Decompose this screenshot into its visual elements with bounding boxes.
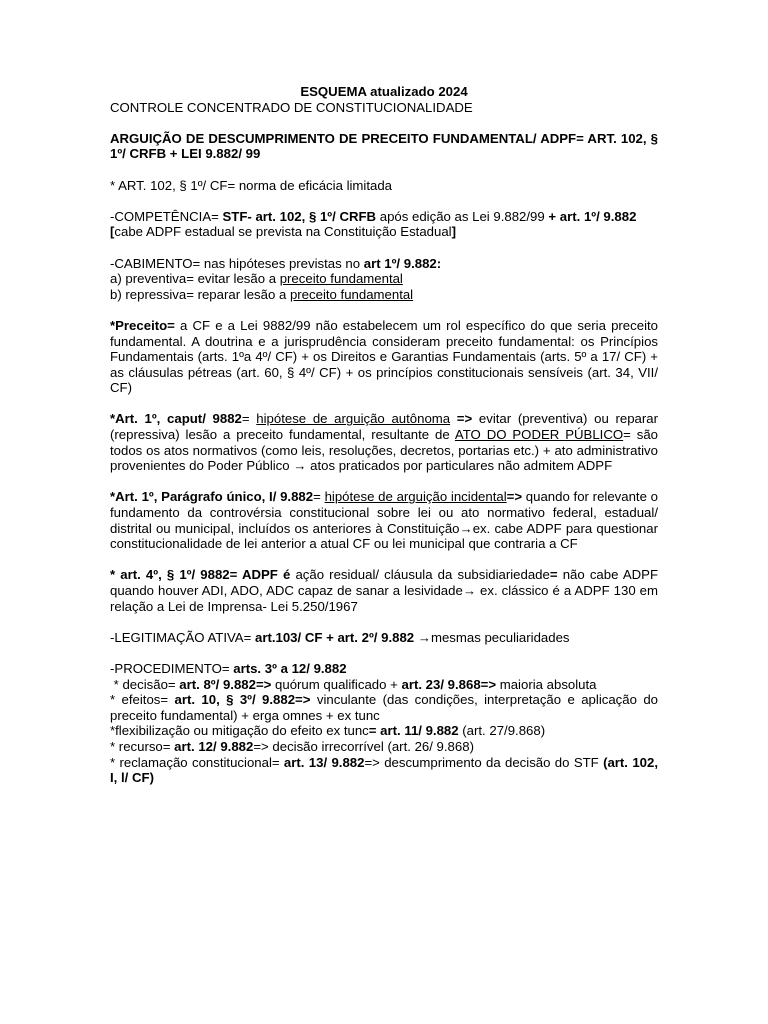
recurso-line: * recurso= art. 12/ 9.882=> decisão irrecorrível (art. 26/ 9.868) bbox=[110, 738, 474, 754]
preceito-paragraph: *Preceito= a CF e a Lei 9882/99 não estabelecem um rol específico do que seria preceito fundamental. A doutrina e a jurisprudência consideram preceito fundamental: os Princípios Fundamentais (arts. 1ºa 4º/ CF) + os Direitos e Garantias Fundamentais (arts. 5º a 17/ CF) + as cláusulas pétreas (art. 60, § 4º/ CF) + os princípios constitucionais sensíveis (art. 34, VII/ CF) bbox=[110, 317, 658, 396]
arrow-right-icon: → bbox=[417, 629, 431, 645]
cabimento-item-a: a) preventiva= evitar lesão a preceito fundamental bbox=[110, 271, 403, 287]
art4-paragraph: * art. 4º, § 1º/ 9882= ADPF é ação residual/ cláusula da subsidiariedade= não cabe ADPF quando houver ADI, ADO, ADC capaz de sanar a lesividade→ ex. clássico é a ADPF 130 em relação a Lei de Imprensa- Lei 5.250/1967 bbox=[110, 567, 659, 614]
document-title: ESQUEMA atualizado 2024 bbox=[300, 84, 468, 99]
efeitos-paragraph: * efeitos= art. 10, § 3º/ 9.882=> vinculante (das condições, interpretação e aplicação do preceito fundamental) + erga omnes + ex tunc bbox=[110, 692, 659, 723]
art1-caput-paragraph: *Art. 1º, caput/ 9882= hipótese de arguição autônoma => evitar (preventiva) ou reparar (repressiva) lesão a preceito fundamental, resultante de ATO DO PODER PÚBLICO= são todos os atos normativos (como leis, resoluções, decretos, portarias etc.) + ato administrativo provenientes do Poder Público → atos praticados por particulares não admitem ADPF bbox=[110, 411, 658, 474]
cabimento-item-b: b) repressiva= reparar lesão a preceito fundamental bbox=[110, 286, 414, 302]
legitimacao-line: -LEGITIMAÇÃO ATIVA= art.103/ CF + art. 2º/ 9.882 →mesmas peculiaridades bbox=[110, 629, 570, 645]
eficacia-line: * ART. 102, § 1º/ CF= norma de eficácia limitada bbox=[110, 177, 393, 193]
section-heading: ARGUIÇÃO DE DESCUMPRIMENTO DE PRECEITO FUNDAMENTAL/ ADPF= ART. 102, § 1º/ CRFB + LEI 9.882/ 99 bbox=[110, 130, 658, 162]
arrow-right-icon: → bbox=[462, 583, 476, 598]
document-page bbox=[110, 84, 658, 786]
flexibilizacao-line: *flexibilização ou mitigação do efeito ex tunc= art. 11/ 9.882 (art. 27/9.868) bbox=[110, 723, 546, 739]
competencia-note: [cabe ADPF estadual se prevista na Constituição Estadual] bbox=[110, 224, 457, 240]
procedimento-line: -PROCEDIMENTO= arts. 3º a 12/ 9.882 bbox=[110, 660, 347, 676]
reclamacao-paragraph: * reclamação constitucional= art. 13/ 9.882=> descumprimento da decisão do STF (art. 102, I, l/ CF) bbox=[110, 754, 658, 786]
art1-paragrafo-paragraph: *Art. 1º, Parágrafo único, I/ 9.882= hipótese de arguição incidental=> quando for relevante o fundamento da controvérsia constitucional sobre lei ou ato normativo federal, estadual/ distrital ou municipal, incluídos os anteriores à Constituição→ex. cabe ADPF para questionar constitucionalidade de lei anterior a atual CF ou lei municipal que contraria a CF bbox=[110, 489, 659, 552]
competencia-paragraph: -COMPETÊNCIA= STF- art. 102, § 1º/ CRFB após edição as Lei 9.882/99 + art. 1º/ 9.882 bbox=[110, 208, 637, 224]
arrow-right-icon: → bbox=[293, 458, 307, 474]
cabimento-line: -CABIMENTO= nas hipóteses previstas no art 1º/ 9.882: bbox=[110, 255, 442, 271]
document-subtitle: CONTROLE CONCENTRADO DE CONSTITUCIONALIDADE bbox=[110, 99, 473, 115]
arrow-right-icon: → bbox=[459, 520, 473, 536]
decisao-line: * decisão= art. 8º/ 9.882=> quórum qualificado + art. 23/ 9.868=> maioria absoluta bbox=[110, 676, 597, 692]
